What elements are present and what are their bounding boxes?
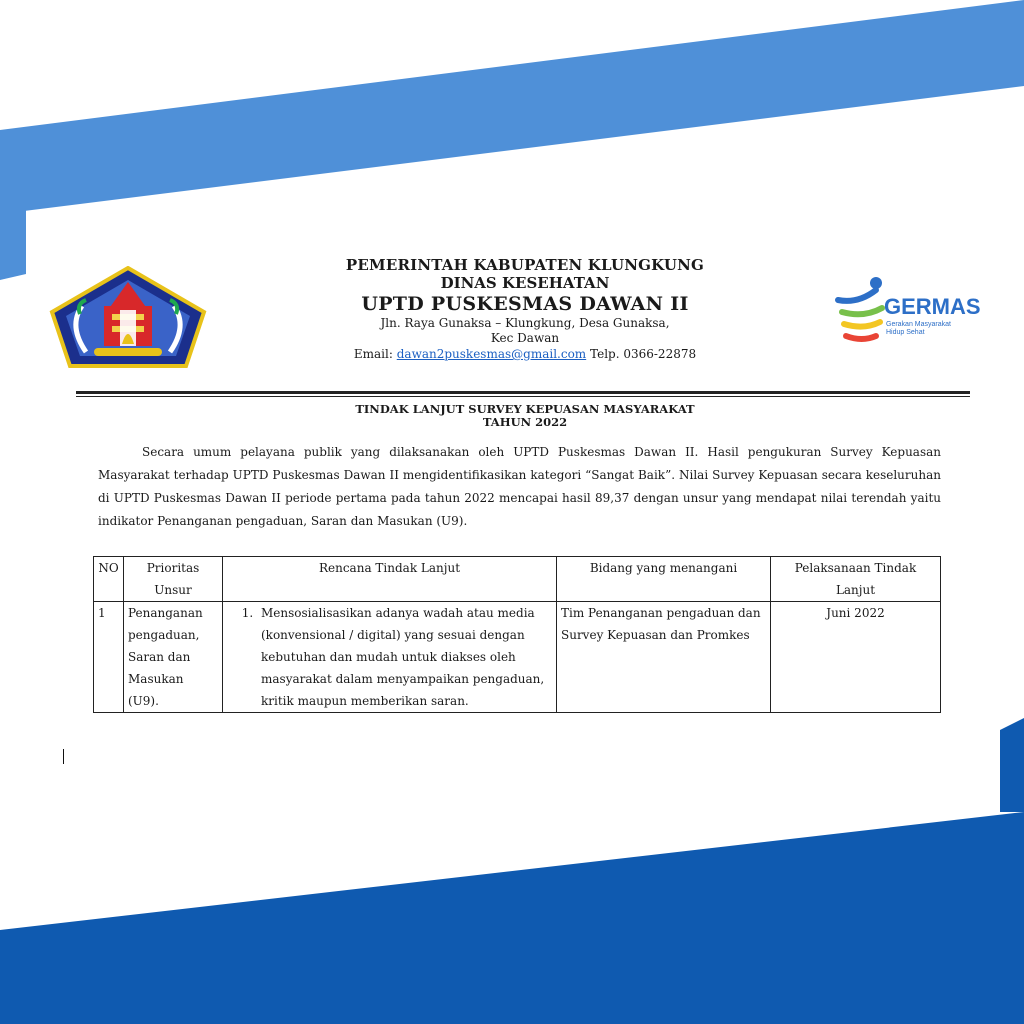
germas-wordmark: GERMAS — [884, 294, 981, 319]
phone-number: Telp. 0366-22878 — [590, 347, 697, 361]
action-plan-list — [227, 602, 552, 712]
action-plan-item: 1. Mensosialisasikan adanya wadah atau media (konvensional / digital) yang sesuai dengan kebutuhan dan mudah untuk diakses oleh masyarakat dalam menyampaikan pengaduan, kritik maupun memberikan saran. — [257, 602, 552, 712]
header-rencana-tindak-lanjut: Rencana Tindak Lanjut — [223, 557, 557, 602]
klungkung-emblem-icon — [48, 266, 208, 370]
header-pelaksanaan: Pelaksanaan Tindak Lanjut — [771, 557, 941, 602]
germas-tagline-2: Hidup Sehat — [886, 329, 925, 336]
email-label: Email: — [353, 347, 393, 361]
letterhead-department: DINAS KESEHATAN — [440, 274, 610, 292]
letterhead — [270, 256, 780, 363]
letterhead-government: PEMERINTAH KABUPATEN KLUNGKUNG — [345, 256, 705, 274]
germas-logo-icon — [832, 274, 982, 354]
document-title-line-2: TAHUN 2022 — [482, 415, 568, 429]
letterhead-address-line-1: Jln. Raya Gunaksa – Klungkung, Desa Gunaksa, — [380, 316, 670, 330]
text-cursor — [63, 749, 64, 764]
table-header-row — [94, 557, 941, 602]
header-bidang: Bidang yang menangani — [557, 557, 771, 602]
table-row — [94, 602, 941, 713]
germas-logo — [832, 274, 982, 354]
cell-rencana-tindak-lanjut — [223, 602, 557, 713]
header-prioritas-unsur: Prioritas Unsur — [124, 557, 223, 602]
cell-prioritas-unsur: Penanganan pengaduan, Saran dan Masukan (U9). — [124, 602, 223, 713]
cell-no: 1 — [94, 602, 124, 713]
body-paragraph: Secara umum pelayana publik yang dilaksanakan oleh UPTD Puskesmas Dawan II. Hasil pengukuran Survey Kepuasan Masyarakat terhadap UPTD Puskesmas Dawan II mengidentifikasikan kategori “Sangat Baik”. Nilai Survey Kepuasan secara keseluruhan di UPTD Puskesmas Dawan II periode pertama pada tahun 2022 mencapai hasil 89,37 dengan unsur yang mendapat nilai terendah yaitu indikator Penanganan pengaduan, Saran dan Masukan (U9). — [98, 445, 941, 528]
email-link[interactable]: dawan2puskesmas@gmail.com — [396, 347, 587, 361]
cell-bidang: Tim Penanganan pengaduan dan Survey Kepuasan dan Promkes — [557, 602, 771, 713]
letterhead-divider-thin — [76, 396, 970, 397]
germas-tagline-1: Gerakan Masyarakat — [886, 321, 951, 328]
letterhead-divider-thick — [76, 391, 970, 394]
document-title-line-1: TINDAK LANJUT SURVEY KEPUASAN MASYARAKAT — [355, 402, 695, 416]
letterhead-contact — [270, 346, 780, 363]
header-no: NO — [94, 557, 124, 602]
letterhead-address-line-2: Kec Dawan — [490, 331, 560, 345]
cell-pelaksanaan: Juni 2022 — [771, 602, 941, 713]
letterhead-institution: UPTD PUSKESMAS DAWAN II — [361, 293, 689, 315]
follow-up-table — [93, 556, 941, 713]
document-title — [200, 403, 850, 429]
